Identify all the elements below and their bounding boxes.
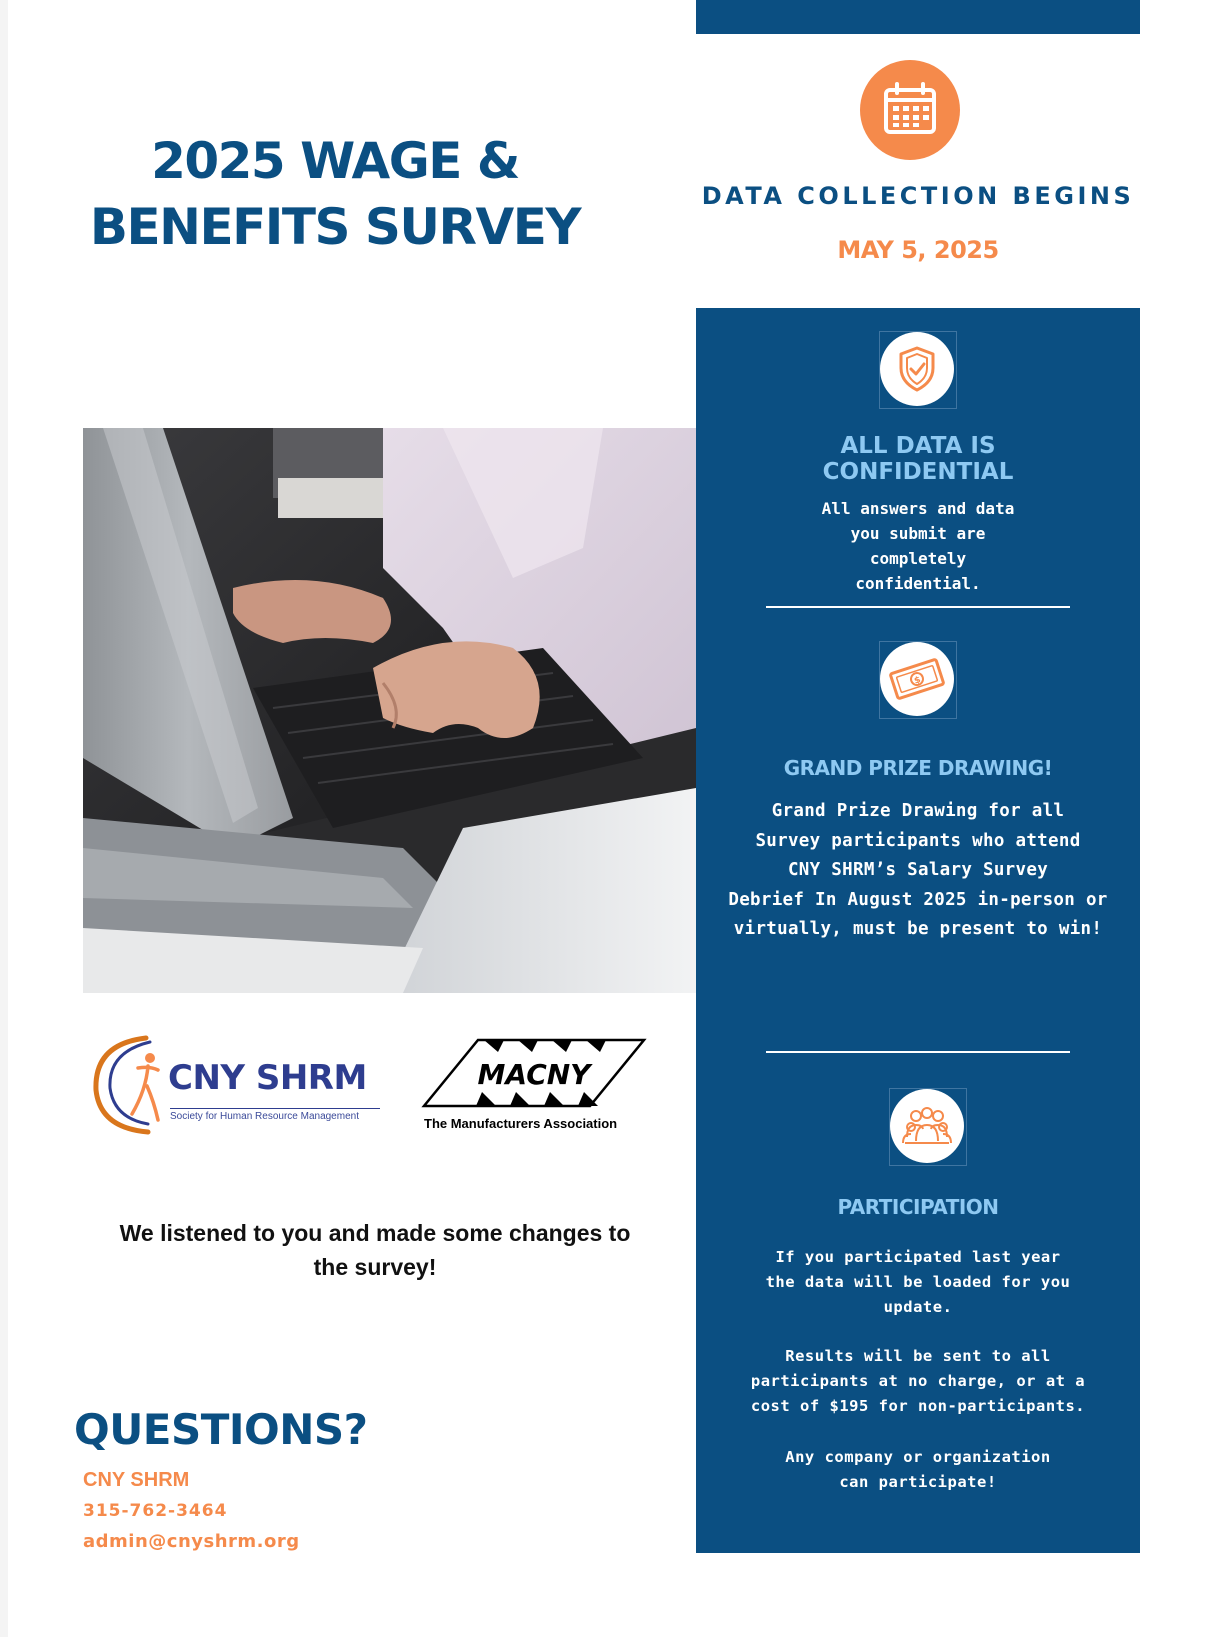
prize-line: Grand Prize Drawing for all (771, 801, 1065, 821)
prize-line: Survey participants who attend (755, 830, 1081, 851)
changes-note-line2: the survey! (313, 1254, 437, 1280)
contact-org: CNY SHRM (83, 1469, 190, 1491)
top-accent-bar (696, 0, 1140, 34)
confidential-line: completely (869, 549, 967, 568)
prize-line: virtually, must be present to win! (733, 919, 1103, 939)
confidential-line: All answers and data (821, 499, 1015, 518)
confidential-line: confidential. (855, 574, 981, 593)
participation-line: update. (883, 1298, 953, 1316)
confidential-line: you submit are (850, 524, 986, 543)
contact-phone[interactable]: 315-762-3464 (83, 1501, 228, 1521)
macny-subtitle: The Manufacturers Association (424, 1116, 618, 1131)
participation-line: Any company or organization (785, 1448, 1051, 1466)
cnyshrm-swoosh-icon (88, 1030, 168, 1140)
confidential-heading (696, 433, 1140, 485)
people-group-icon (890, 1089, 964, 1163)
svg-text:$: $ (913, 675, 923, 687)
participation-line: participants at no charge, or at a (750, 1372, 1086, 1390)
prize-text (700, 797, 1136, 945)
shield-check-icon (880, 332, 954, 406)
macny-logo (418, 1034, 648, 1134)
confidential-heading-line1: ALL DATA IS (840, 433, 996, 459)
cnyshrm-name: CNY SHRM (168, 1058, 367, 1098)
contact-email[interactable]: admin@cnyshrm.org (83, 1531, 300, 1552)
participation-line: If you participated last year (775, 1248, 1061, 1266)
money-icon-circle (880, 642, 954, 716)
laptop-typing-photo (83, 428, 696, 993)
people-icon-circle (890, 1089, 964, 1163)
cnyshrm-logo (88, 1030, 378, 1140)
participation-line: Results will be sent to all (785, 1347, 1051, 1365)
calendar-icon-circle (860, 60, 960, 160)
confidential-text (716, 496, 1120, 596)
changes-note (90, 1216, 660, 1284)
participation-line: can participate! (839, 1473, 997, 1491)
survey-title (60, 128, 610, 260)
cnyshrm-subtitle: Society for Human Resource Management (170, 1111, 359, 1122)
money-icon (880, 642, 954, 716)
prize-line: Debrief In August 2025 in-person or (728, 889, 1108, 910)
survey-title-line2: BENEFITS SURVEY (89, 198, 581, 256)
section-divider (766, 1051, 1070, 1053)
macny-name: MACNY (477, 1058, 591, 1091)
prize-line: CNY SHRM’s Salary Survey (787, 860, 1049, 880)
participation-heading: PARTICIPATION (837, 1195, 999, 1219)
confidential-heading-line2: CONFIDENTIAL (822, 459, 1014, 485)
cnyshrm-rule (170, 1108, 380, 1109)
section-divider (766, 606, 1070, 608)
shield-icon-circle (880, 332, 954, 406)
page-edge (0, 0, 8, 1637)
changes-note-line1: We listened to you and made some changes to (119, 1220, 631, 1246)
prize-heading: GRAND PRIZE DRAWING! (783, 756, 1053, 780)
participation-text (716, 1245, 1120, 1495)
questions-heading: QUESTIONS? (74, 1405, 368, 1454)
macny-mark-icon (418, 1034, 648, 1114)
data-collection-date: MAY 5, 2025 (837, 236, 999, 264)
calendar-icon (860, 60, 960, 160)
participation-line: cost of $195 for non-participants. (750, 1397, 1086, 1415)
survey-title-line1: 2025 WAGE & (151, 132, 519, 190)
participation-line: the data will be loaded for you (765, 1273, 1071, 1291)
data-collection-label: DATA COLLECTION BEGINS (701, 182, 1135, 210)
